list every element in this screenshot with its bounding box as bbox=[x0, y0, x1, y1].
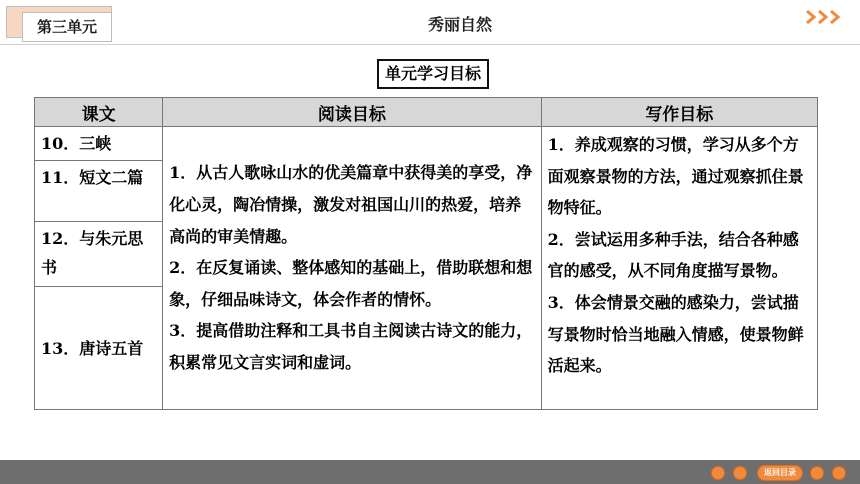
column-header: 课文 bbox=[35, 98, 163, 127]
writing-goals-cell bbox=[541, 127, 817, 410]
last-page-button[interactable] bbox=[832, 466, 846, 480]
table-header-row bbox=[35, 98, 818, 127]
page-title: 秀丽自然 bbox=[427, 15, 492, 34]
writing-goal-item: 2．尝试运用多种手法，结合各种感官的感受，从不同角度描写景物。 bbox=[547, 229, 799, 281]
unit-label[interactable]: 第三单元 bbox=[22, 12, 112, 42]
bottom-bar bbox=[0, 460, 860, 484]
reading-goal-item: 1．从古人歌咏山水的优美篇章中获得美的享受，净化心灵，陶冶情操，激发对祖国山川的热爱，培养高尚的审美情趣。 bbox=[169, 163, 533, 246]
next-page-button[interactable] bbox=[810, 466, 824, 480]
chevron-right-icon bbox=[830, 10, 840, 24]
column-header: 写作目标 bbox=[541, 98, 817, 127]
lesson-cell: 12．与朱元思书 bbox=[35, 222, 163, 287]
lesson-cell: 13．唐诗五首 bbox=[35, 287, 163, 410]
reading-goal-item: 2．在反复诵读、整体感知的基础上，借助联想和想象，仔细品味诗文，体会作者的情怀。 bbox=[169, 258, 533, 309]
table-row bbox=[35, 127, 818, 161]
lesson-cell: 10．三峡 bbox=[35, 127, 163, 161]
prev-page-button[interactable] bbox=[733, 466, 747, 480]
chevron-right-icon bbox=[806, 10, 816, 24]
back-to-contents-button[interactable]: 返回目录 bbox=[757, 465, 803, 481]
reading-goals-cell bbox=[163, 127, 541, 410]
first-page-button[interactable] bbox=[711, 466, 725, 480]
header-divider bbox=[0, 44, 860, 45]
column-header: 阅读目标 bbox=[163, 98, 541, 127]
top-bar bbox=[0, 0, 860, 44]
lesson-cell: 11．短文二篇 bbox=[35, 161, 163, 222]
reading-goal-item: 3．提高借助注释和工具书自主阅读古诗文的能力，积累常见文言实词和虚词。 bbox=[169, 321, 533, 372]
chevron-right-icon bbox=[818, 10, 828, 24]
section-title: 单元学习目标 bbox=[377, 59, 489, 89]
writing-goal-item: 3．体会情景交融的感染力，尝试描写景物时恰当地融入情感，使景物鲜活起来。 bbox=[547, 292, 804, 376]
goals-table bbox=[34, 97, 818, 410]
writing-goal-item: 1．养成观察的习惯，学习从多个方面观察景物的方法，通过观察抓住景物特征。 bbox=[547, 135, 804, 218]
